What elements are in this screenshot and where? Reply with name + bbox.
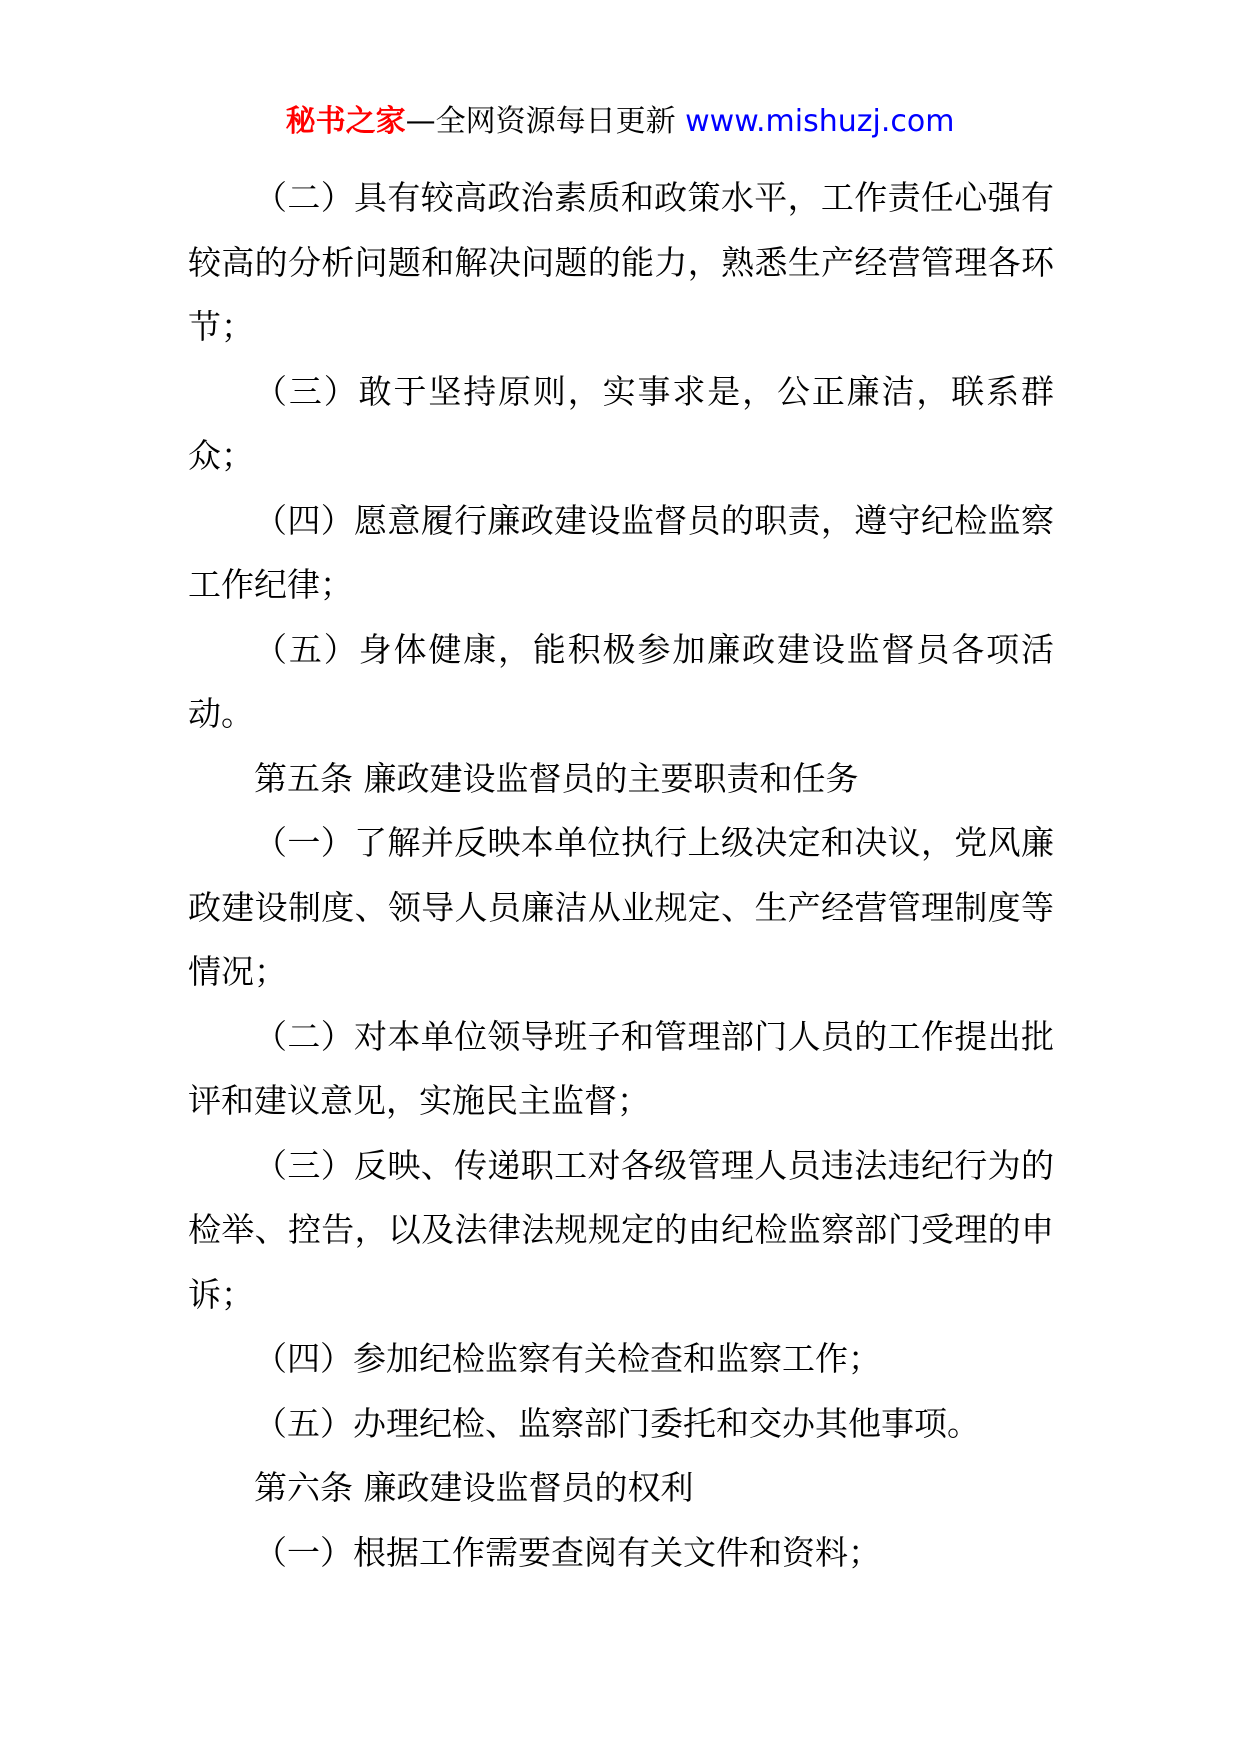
article-heading: 第五条 廉政建设监督员的主要职责和任务 bbox=[254, 758, 859, 798]
clause-paragraph: （三）敢于坚持原则，实事求是，公正廉洁，联系群众； bbox=[188, 371, 1054, 475]
header-slogan: —全网资源每日更新 bbox=[405, 104, 676, 139]
article-heading: 第六条 廉政建设监督员的权利 bbox=[254, 1468, 694, 1507]
clause-paragraph: （二）对本单位领导班子和管理部门人员的工作提出批评和建议意见，实施民主监督； bbox=[188, 1016, 1054, 1120]
clause-paragraph: （四）愿意履行廉政建设监督员的职责，遵守纪检监察工作纪律； bbox=[188, 500, 1054, 604]
clause-paragraph: （一）了解并反映本单位执行上级决定和决议，党风廉政建设制度、领导人员廉洁从业规定、生产经营管理制度等情况； bbox=[188, 823, 1054, 991]
clause-paragraph: （三）反映、传递职工对各级管理人员违法违纪行为的检举、控告，以及法律法规规定的由纪检监察部门受理的申诉； bbox=[188, 1145, 1054, 1314]
document-body bbox=[188, 166, 1054, 1585]
clause-paragraph: （四）参加纪检监察有关检查和监察工作； bbox=[254, 1339, 881, 1378]
site-header bbox=[0, 100, 1240, 144]
site-url-link[interactable]: www.mishuzj.com bbox=[685, 104, 955, 139]
clause-paragraph: （五）办理纪检、监察部门委托和交办其他事项。 bbox=[254, 1403, 980, 1443]
clause-paragraph: （一）根据工作需要查阅有关文件和资料； bbox=[254, 1532, 881, 1572]
brand-name: 秘书之家 bbox=[285, 104, 406, 139]
clause-paragraph: （五）身体健康，能积极参加廉政建设监督员各项活动。 bbox=[188, 629, 1054, 733]
clause-paragraph: （二）具有较高政治素质和政策水平，工作责任心强有较高的分析问题和解决问题的能力，熟悉生产经营管理各环节； bbox=[188, 178, 1054, 346]
